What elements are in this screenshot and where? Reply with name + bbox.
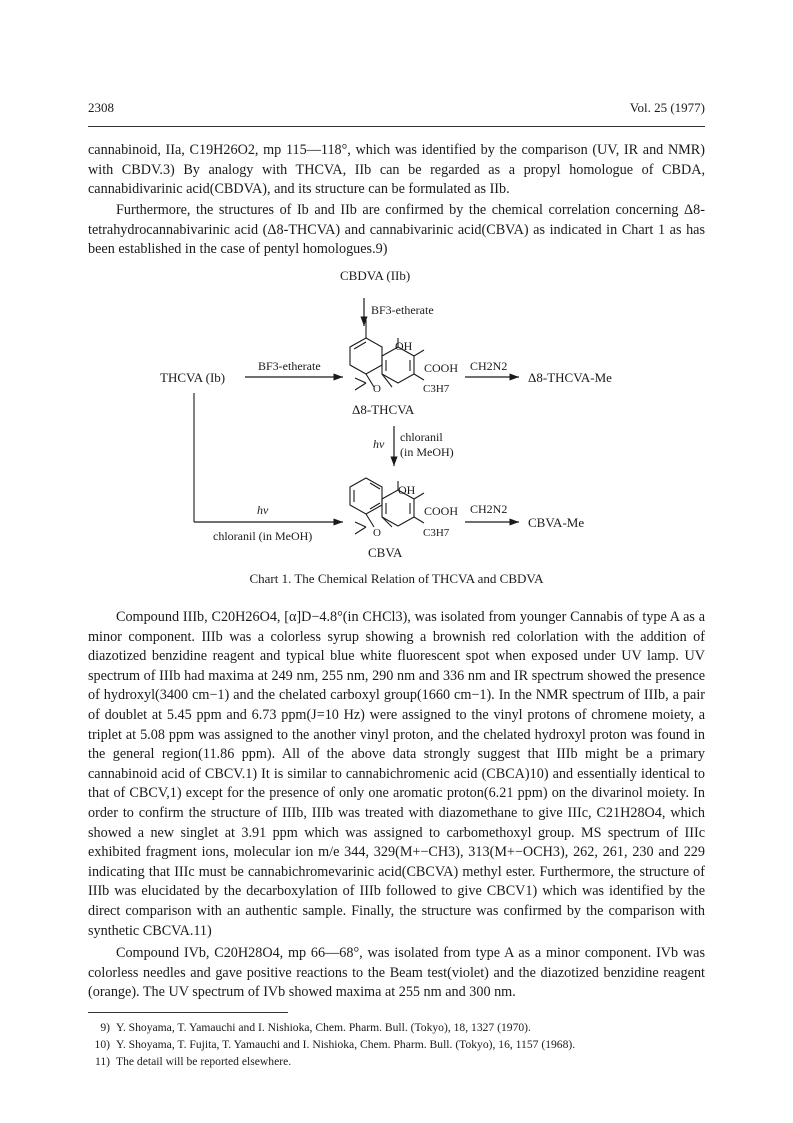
page-number: 2308 (88, 100, 114, 115)
bf3-reagent-top: BF3-etherate (371, 303, 434, 317)
left-compound-label: THCVA (Ib) (160, 370, 226, 385)
ch2n2-bottom: CH2N2 (470, 502, 508, 516)
d8-thcva-structure (350, 320, 424, 390)
mid-compound-label: Δ8-THCVA (352, 402, 415, 417)
footnote-11: 11) The detail will be reported elsewhere. (94, 1055, 292, 1068)
chloranil-label: chloranil (400, 430, 443, 444)
in-meoh-label: (in MeOH) (400, 445, 454, 459)
paragraph-2: Furthermore, the structures of Ib and IIb are confirmed by the chemical correlation concerning Δ8-tetrahydrocannabivarinic acid (Δ8-THCVA) and cannabivarinic acid(CBVA) as indicated in Chart 1 as has been established in the case of pentyl homologues.9) (88, 202, 705, 258)
mid-o-atom: O (373, 383, 381, 395)
mid-c3h7: C3H7 (423, 383, 450, 395)
bottom-cooh: COOH (424, 504, 459, 518)
top-compound-label: CBDVA (IIb) (340, 268, 411, 283)
ch2n2-top: CH2N2 (470, 359, 508, 373)
paragraph-3: Compound IIIb, C20H26O4, [α]D−4.8°(in CHCl3), was isolated from younger Cannabis of type A as a minor component. IIIb was a colorless syrup showing a brownish red colorlation with the addition of diazotized benzidine reagent and typical blue white fluorescent spot when exposed under UV lamp. UV spectrum of IIIb had maxima at 249 nm, 255 nm, 290 nm and 336 nm and IR spectrum showed the presence of hydroxyl(3400 cm−1) and the chelated carboxyl group(1660 cm−1). In the NMR spectrum of IIIb, a pair of doublet at 5.45 ppm and 6.73 ppm(J=10 Hz) were assigned to the vinyl protons of chromene moiety, a triplet at 5.08 ppm was assigned to the another vinyl proton, and the chelated hydroxyl proton was found in the general region(11.86 ppm). All of the above data strongly suggest that IIIb might be a primary cannabinoid acid of CBCV.1) It is similar to cannabichromenic acid (CBCA)10) and essentially identical to that of CBCV,1) except for the presence of only one aromatic proton(6.21 ppm) on the divarinol moiety. In order to confirm the structure of IIIb, IIIb was treated with diazomethane to give IIIc, C21H28O4, which showed a new singlet at 3.91 ppm which was assigned to carbomethoxyl group. MS spectrum of IIIc exhibited fragment ions, molecular ion m/e 344, 329(M+−CH3), 313(M+−OCH3), 262, 261, 230 and 229 indicating that IIIc must be cannabichromevarinic acid(CBCVA) methyl ester. Furthermore, the structure of IIIb was elucidated by the decarboxylation of IIIb followed to give CBCV1) which was identified by the direct comparison with an authentic sample. Finally, the structure was confirmed by the comparison with synthetic CBCVA.11) (88, 609, 705, 939)
bottom-product-label: CBVA-Me (528, 515, 585, 530)
hv-label-mid: hν (373, 437, 385, 451)
paragraph-1: cannabinoid, IIa, C19H26O2, mp 115—118°, which was identified by the comparison (UV, IR and NMR) with CBDV.3) By analogy with THCVA, IIb can be regarded as a propyl homologue of CBDA, cannabidivarinic acid(CBDVA), and its structure can be formulated as IIb. (88, 142, 705, 198)
mid-product-label: Δ8-THCVA-Me (528, 370, 612, 385)
bottom-o-atom: O (373, 527, 381, 539)
bottom-c3h7: C3H7 (423, 527, 450, 539)
footnote-10: 10) Y. Shoyama, T. Fujita, T. Yamauchi and I. Nishioka, Chem. Pharm. Bull. (Tokyo), 16, 1157 (1968). (94, 1038, 576, 1051)
mid-cooh: COOH (424, 361, 459, 375)
bottom-compound-label: CBVA (368, 545, 403, 560)
hv-label-left: hν (257, 503, 269, 517)
chloranil-meoh-left: chloranil (in MeOH) (213, 529, 313, 543)
footnote-rule (88, 1012, 288, 1013)
volume-info: Vol. 25 (1977) (629, 100, 705, 115)
mid-oh: OH (395, 339, 413, 353)
chart-caption: Chart 1. The Chemical Relation of THCVA and CBDVA (249, 571, 544, 586)
bottom-oh: OH (398, 483, 416, 497)
footnote-9: 9) Y. Shoyama, T. Yamauchi and I. Nishioka, Chem. Pharm. Bull. (Tokyo), 18, 1327 (1970). (100, 1021, 531, 1034)
paragraph-4: Compound IVb, C20H28O4, mp 66—68°, was isolated from type A as a minor component. IVb was colorless needles and gave positive reactions to the Beam test(violet) and the diazotized benzidine reagent (orange). The UV spectrum of IVb showed maxima at 255 nm and 300 nm. (88, 945, 705, 1001)
bf3-reagent-left: BF3-etherate (258, 359, 321, 373)
